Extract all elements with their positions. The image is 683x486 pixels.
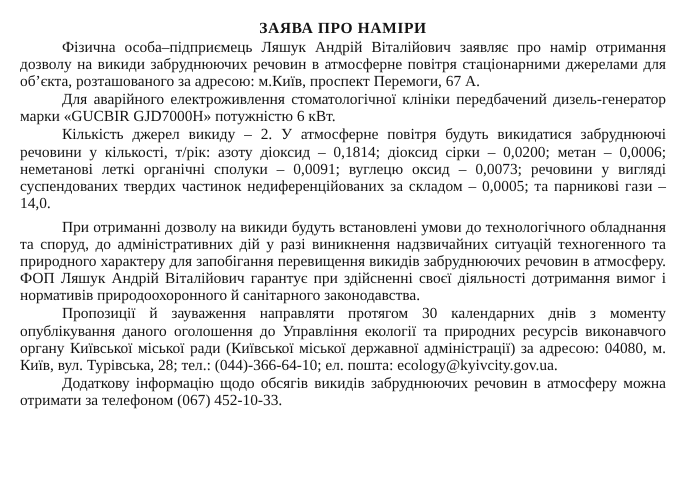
paragraph-proposals: Пропозиції й зауваження направляти протягом 30 календарних днів з моменту опублікування даного оголошення до Управління екології та природних ресурсів виконавчого органу Київської міської ради (Київської міської державної адміністрації) за адресою: 04080, м. Київ, вул. Турівська, 28; тел.: (044)-366-64-10; ел. пошта: ecology@kyivcity.gov.ua.	[20, 305, 666, 374]
paragraph-emissions: Кількість джерел викиду – 2. У атмосферне повітря будуть викидатися забруднюючі речовини у кількості, т/рік: азоту діоксид – 0,1814; діоксид сірки – 0,0200; метан – 0,0006; неметанові леткі органічні сполуки – 0,0091; вуглецю оксид – 0,0073; речовини у вигляді суспендованих твердих частинок недиференційованих за складом – 0,0005; та парникові гази – 14,0.	[20, 126, 666, 212]
paragraph-contact: Додаткову інформацію щодо обсягів викидів забруднюючих речовин в атмосферу можна отримати за телефоном (067) 452-10-33.	[20, 374, 666, 409]
paragraph-permit-conditions: При отриманні дозволу на викиди будуть встановлені умови до технологічного обладнання та споруд, до адміністративних дій у разі виникнення надзвичайних ситуацій техногенного та природного характеру для запобігання перевищення викидів забруднюючих речовин в атмосферу. ФОП Ляшук Андрій Віталійович гарантує при здійсненні своєї діяльності дотримання вимог і нормативів природоохоронного й санітарного законодавства.	[20, 218, 666, 305]
notice-title: ЗАЯВА ПРО НАМІРИ	[259, 20, 427, 37]
paragraph-generator: Для аварійного електроживлення стоматологічної клініки передбачений дизель-генератор марки «GUCBIR GJD7000H» потужністю 6 кВт.	[20, 91, 666, 126]
paragraph-intent: Фізична особа–підприємець Ляшук Андрій Віталійович заявляє про намір отримання дозволу на викиди забруднюючих речовин в атмосферне повітря стаціонарними джерелами для об’єкта, розташованого за адресою: м.Київ, проспект Перемоги, 67 А.	[20, 39, 666, 91]
